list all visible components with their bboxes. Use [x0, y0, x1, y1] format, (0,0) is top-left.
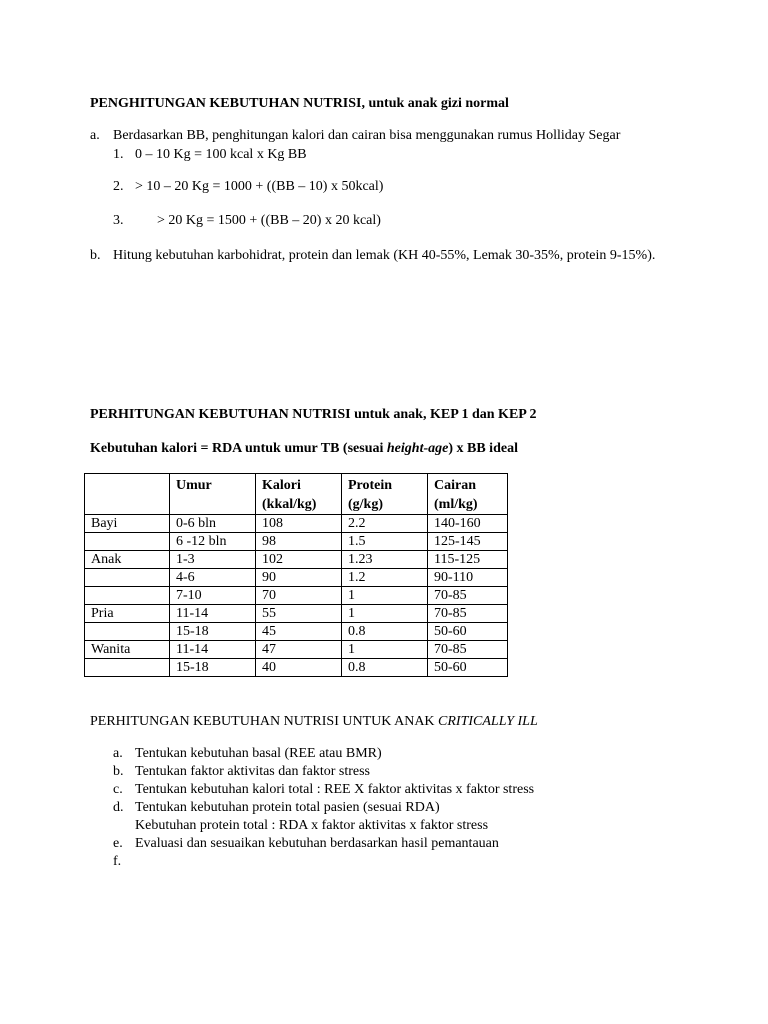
table-cell — [85, 569, 170, 587]
table-cell: 1.2 — [342, 569, 428, 587]
table-cell: 98 — [256, 533, 342, 551]
height-age-emphasis: height-age — [386, 441, 449, 456]
table-cell: 1 — [342, 641, 428, 659]
table-cell: 1 — [342, 587, 428, 605]
header-cell-umur: Umur — [170, 474, 256, 515]
table-cell: 125-145 — [428, 533, 508, 551]
table-cell: 7-10 — [170, 587, 256, 605]
header-cell-protein: Protein (g/kg) — [342, 474, 428, 515]
table-cell: 108 — [256, 515, 342, 533]
item-a-text: Berdasarkan BB, penghitungan kalori dan cairan bisa menggunakan rumus Holliday Segar — [113, 128, 621, 143]
nutrition-table — [84, 473, 508, 677]
formula-1-text: 0 – 10 Kg = 100 kcal x Kg BB — [135, 147, 307, 162]
table-cell: 1-3 — [170, 551, 256, 569]
item-b-text: Hitung kebutuhan karbohidrat, protein dan lemak (KH 40-55%, Lemak 30-35%, protein 9-15%). — [113, 248, 656, 263]
table-cell: 11-14 — [170, 605, 256, 623]
table-row — [85, 659, 508, 677]
table-cell: Pria — [85, 605, 170, 623]
formula-1-marker: 1. — [113, 147, 124, 162]
section2-title: PERHITUNGAN KEBUTUHAN NUTRISI untuk anak, KEP 1 dan KEP 2 — [90, 407, 537, 422]
section1-title: PENGHITUNGAN KEBUTUHAN NUTRISI, untuk anak gizi normal — [90, 96, 509, 111]
table-row — [85, 515, 508, 533]
table-cell — [85, 659, 170, 677]
formula-3-text: > 20 Kg = 1500 + ((BB – 20) x 20 kcal) — [157, 213, 381, 228]
table-cell: 55 — [256, 605, 342, 623]
table-cell: 45 — [256, 623, 342, 641]
section2-subtitle: Kebutuhan kalori = RDA untuk umur TB (sesuai height-age) x BB ideal — [90, 441, 518, 456]
table-cell: 115-125 — [428, 551, 508, 569]
table-cell: 0.8 — [342, 659, 428, 677]
table-cell: 70-85 — [428, 641, 508, 659]
table-cell: 15-18 — [170, 659, 256, 677]
table-cell: 90-110 — [428, 569, 508, 587]
formula-2-text: > 10 – 20 Kg = 1000 + ((BB – 10) x 50kcal) — [135, 179, 384, 194]
table-cell: 2.2 — [342, 515, 428, 533]
table-cell: Wanita — [85, 641, 170, 659]
table-row — [85, 623, 508, 641]
table-cell: 70 — [256, 587, 342, 605]
table-row — [85, 569, 508, 587]
table-row — [85, 533, 508, 551]
table-row — [85, 551, 508, 569]
table-cell: 0.8 — [342, 623, 428, 641]
table-cell: 140-160 — [428, 515, 508, 533]
item-a-marker: a. — [90, 128, 100, 143]
section3-title: PERHITUNGAN KEBUTUHAN NUTRISI UNTUK ANAK CRITICALLY ILL — [90, 714, 538, 729]
table-cell — [85, 623, 170, 641]
formula-3-marker: 3. — [113, 213, 124, 228]
table-cell — [85, 587, 170, 605]
table-cell: 40 — [256, 659, 342, 677]
header-cell-kalori: Kalori (kkal/kg) — [256, 474, 342, 515]
table-cell: 50-60 — [428, 623, 508, 641]
table-cell: 1 — [342, 605, 428, 623]
table-cell: 15-18 — [170, 623, 256, 641]
critically-ill-emphasis: CRITICALLY ILL — [438, 714, 538, 729]
header-cell-cairan: Cairan (ml/kg) — [428, 474, 508, 515]
table-cell: 4-6 — [170, 569, 256, 587]
table-cell: 0-6 bln — [170, 515, 256, 533]
table-cell: 50-60 — [428, 659, 508, 677]
table-row — [85, 605, 508, 623]
table-cell: 70-85 — [428, 587, 508, 605]
table-cell: 70-85 — [428, 605, 508, 623]
table-cell: Bayi — [85, 515, 170, 533]
table-cell: 102 — [256, 551, 342, 569]
table-row — [85, 587, 508, 605]
table-header-row — [85, 474, 508, 515]
formula-2-marker: 2. — [113, 179, 124, 194]
table-cell: 1.5 — [342, 533, 428, 551]
header-cell-group — [85, 474, 170, 515]
table-cell: 47 — [256, 641, 342, 659]
table-cell — [85, 533, 170, 551]
table-cell: 90 — [256, 569, 342, 587]
item-b-marker: b. — [90, 248, 101, 263]
table-cell: 6 -12 bln — [170, 533, 256, 551]
table-cell: Anak — [85, 551, 170, 569]
table-row — [85, 641, 508, 659]
table-cell: 11-14 — [170, 641, 256, 659]
table-cell: 1.23 — [342, 551, 428, 569]
